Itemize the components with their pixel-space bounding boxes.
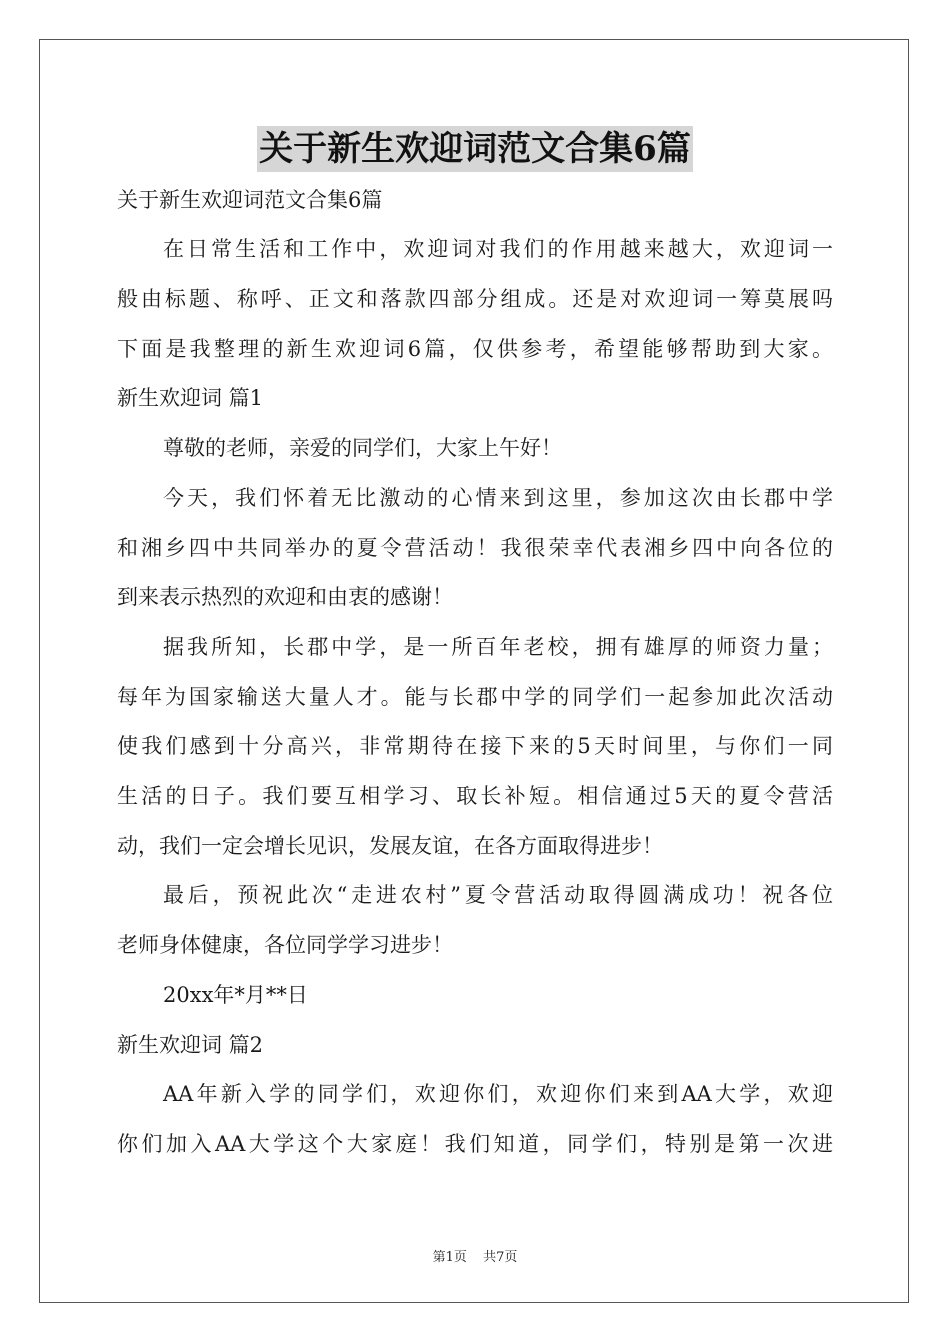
paragraph-line: 每年为国家输送大量人才。能与长郡中学的同学们一起参加此次活动 <box>117 685 833 709</box>
page-border <box>39 39 909 1303</box>
section-heading: 新生欢迎词 篇2 <box>117 1033 264 1057</box>
paragraph-line: 据我所知，长郡中学，是一所百年老校，拥有雄厚的师资力量； <box>163 635 833 659</box>
page-footer <box>0 1246 950 1265</box>
section-heading: 新生欢迎词 篇1 <box>117 386 264 410</box>
paragraph-line: 尊敬的老师，亲爱的同学们，大家上午好！ <box>163 436 562 460</box>
page-number: 第1页 <box>432 1250 467 1265</box>
paragraph-line: 今天，我们怀着无比激动的心情来到这里，参加这次由长郡中学 <box>163 486 833 510</box>
document-title: 关于新生欢迎词范文合集6篇 <box>257 126 693 172</box>
paragraph-line: 般由标题、称呼、正文和落款四部分组成。还是对欢迎词一筹莫展吗 <box>117 287 833 311</box>
paragraph-line: 老师身体健康，各位同学学习进步！ <box>117 933 453 957</box>
paragraph-line: 在日常生活和工作中，欢迎词对我们的作用越来越大，欢迎词一 <box>163 237 833 261</box>
paragraph-line: 使我们感到十分高兴，非常期待在接下来的5天时间里，与你们一同 <box>117 734 833 758</box>
paragraph-line: AA年新入学的同学们，欢迎你们，欢迎你们来到AA大学，欢迎 <box>163 1082 833 1106</box>
title-block <box>0 126 950 172</box>
paragraph-line: 下面是我整理的新生欢迎词6篇，仅供参考，希望能够帮助到大家。 <box>117 337 833 361</box>
page-total: 共7页 <box>483 1250 518 1265</box>
paragraph-line: 和湘乡四中共同举办的夏令营活动！我很荣幸代表湘乡四中向各位的 <box>117 536 833 560</box>
paragraph-line: 你们加入AA大学这个大家庭！我们知道，同学们，特别是第一次进 <box>117 1132 833 1156</box>
paragraph-line: 最后，预祝此次“走进农村”夏令营活动取得圆满成功！祝各位 <box>163 883 833 907</box>
paragraph-line: 生活的日子。我们要互相学习、取长补短。相信通过5天的夏令营活 <box>117 784 833 808</box>
date-line: 20xx年*月**日 <box>163 983 308 1007</box>
paragraph-line: 到来表示热烈的欢迎和由衷的感谢！ <box>117 585 453 609</box>
doc-subtitle: 关于新生欢迎词范文合集6篇 <box>117 188 383 212</box>
paragraph-line: 动，我们一定会增长见识，发展友谊，在各方面取得进步！ <box>117 834 663 858</box>
